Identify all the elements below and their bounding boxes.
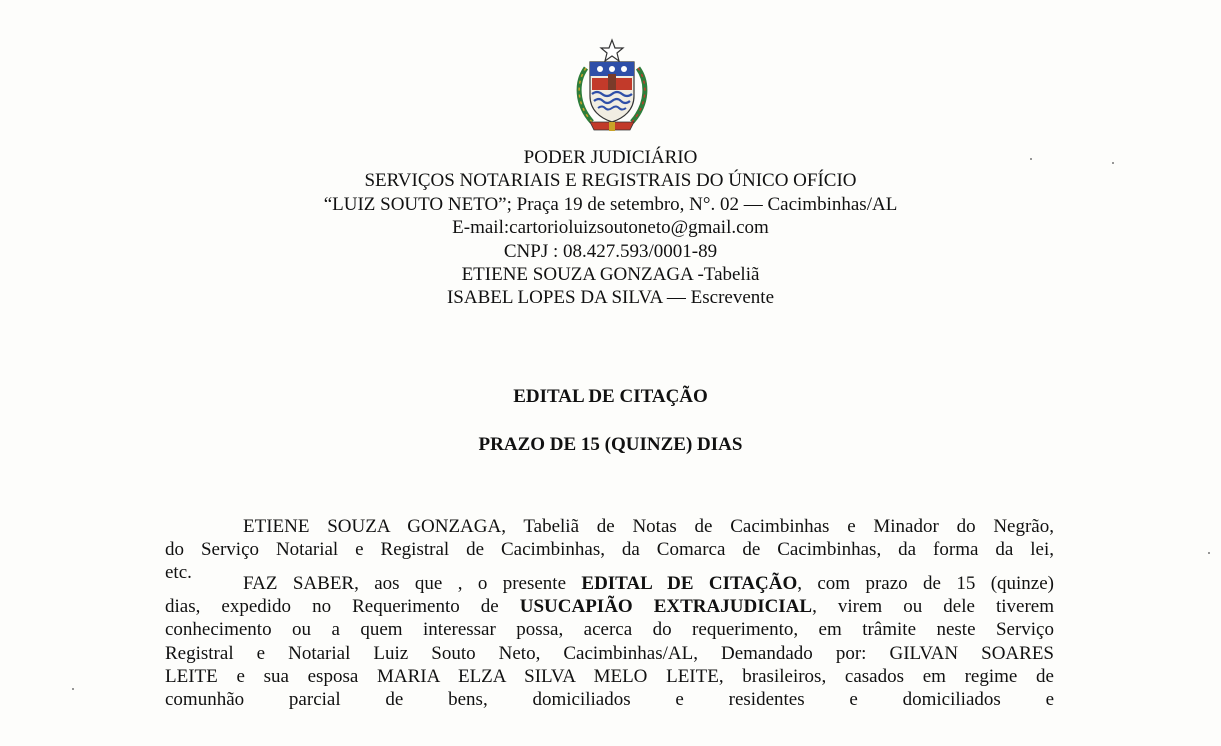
paragraph-line bbox=[165, 572, 1054, 595]
scan-speck bbox=[1208, 552, 1210, 554]
alagoas-coat-of-arms-icon bbox=[572, 38, 652, 134]
paragraph-line: etc. bbox=[165, 562, 192, 584]
paragraph-line bbox=[165, 595, 1054, 618]
scan-speck bbox=[1030, 158, 1032, 160]
notary-header bbox=[0, 146, 1221, 310]
paragraph-line: ETIENE SOUZA GONZAGA, Tabeliã de Notas de Cacimbinhas e Minador do Negrão, bbox=[243, 516, 1054, 537]
header-court: PODER JUDICIÁRIO bbox=[523, 147, 698, 168]
paragraph-line: comunhão parcial de bens, domiciliados e residentes e domiciliados e bbox=[165, 689, 1054, 711]
header-notary: ETIENE SOUZA GONZAGA -Tabeliã bbox=[461, 264, 760, 286]
header-email: E-mail:cartorioluizsoutoneto@gmail.com bbox=[452, 217, 769, 239]
bold-usucapiao-term: USUCAPIÃO EXTRAJUDICIAL bbox=[519, 596, 813, 618]
paragraph-line: do Serviço Notarial e Registral de Cacimbinhas, da Comarca de Cacimbinhas, da forma da lei, bbox=[165, 539, 1054, 561]
paragraph-line: LEITE e sua esposa MARIA ELZA SILVA MELO LEITE, brasileiros, casados em regime de bbox=[165, 665, 1054, 687]
scan-speck bbox=[1112, 162, 1114, 164]
document-subtitle: PRAZO DE 15 (QUINZE) DIAS bbox=[478, 434, 743, 455]
paragraph-notice bbox=[165, 572, 1054, 711]
text-run: FAZ SABER, aos que , o presente bbox=[243, 573, 582, 594]
paragraph-line: conhecimento ou a quem interessar possa, acerca do requerimento, em trâmite neste Serviço bbox=[165, 619, 1054, 641]
header-cnpj: CNPJ : 08.427.593/0001-89 bbox=[503, 240, 718, 262]
text-run: , com prazo de 15 (quinze) bbox=[797, 573, 1054, 594]
text-run: dias, expedido no Requerimento de bbox=[165, 596, 520, 618]
header-address: “LUIZ SOUTO NETO”; Praça 19 de setembro, N°. 02 — Cacimbinhas/AL bbox=[323, 193, 898, 215]
document-title: EDITAL DE CITAÇÃO bbox=[513, 386, 708, 407]
header-office: SERVIÇOS NOTARIAIS E REGISTRAIS DO ÚNICO OFÍCIO bbox=[364, 170, 857, 192]
scan-speck bbox=[72, 688, 74, 690]
paragraph-line: Registral e Notarial Luiz Souto Neto, Cacimbinhas/AL, Demandado por: GILVAN SOARES bbox=[165, 642, 1054, 664]
header-clerk: ISABEL LOPES DA SILVA — Escrevente bbox=[446, 287, 775, 309]
bold-edital-term: EDITAL DE CITAÇÃO bbox=[581, 573, 798, 594]
text-run: , virem ou dele tiverem bbox=[812, 596, 1054, 618]
